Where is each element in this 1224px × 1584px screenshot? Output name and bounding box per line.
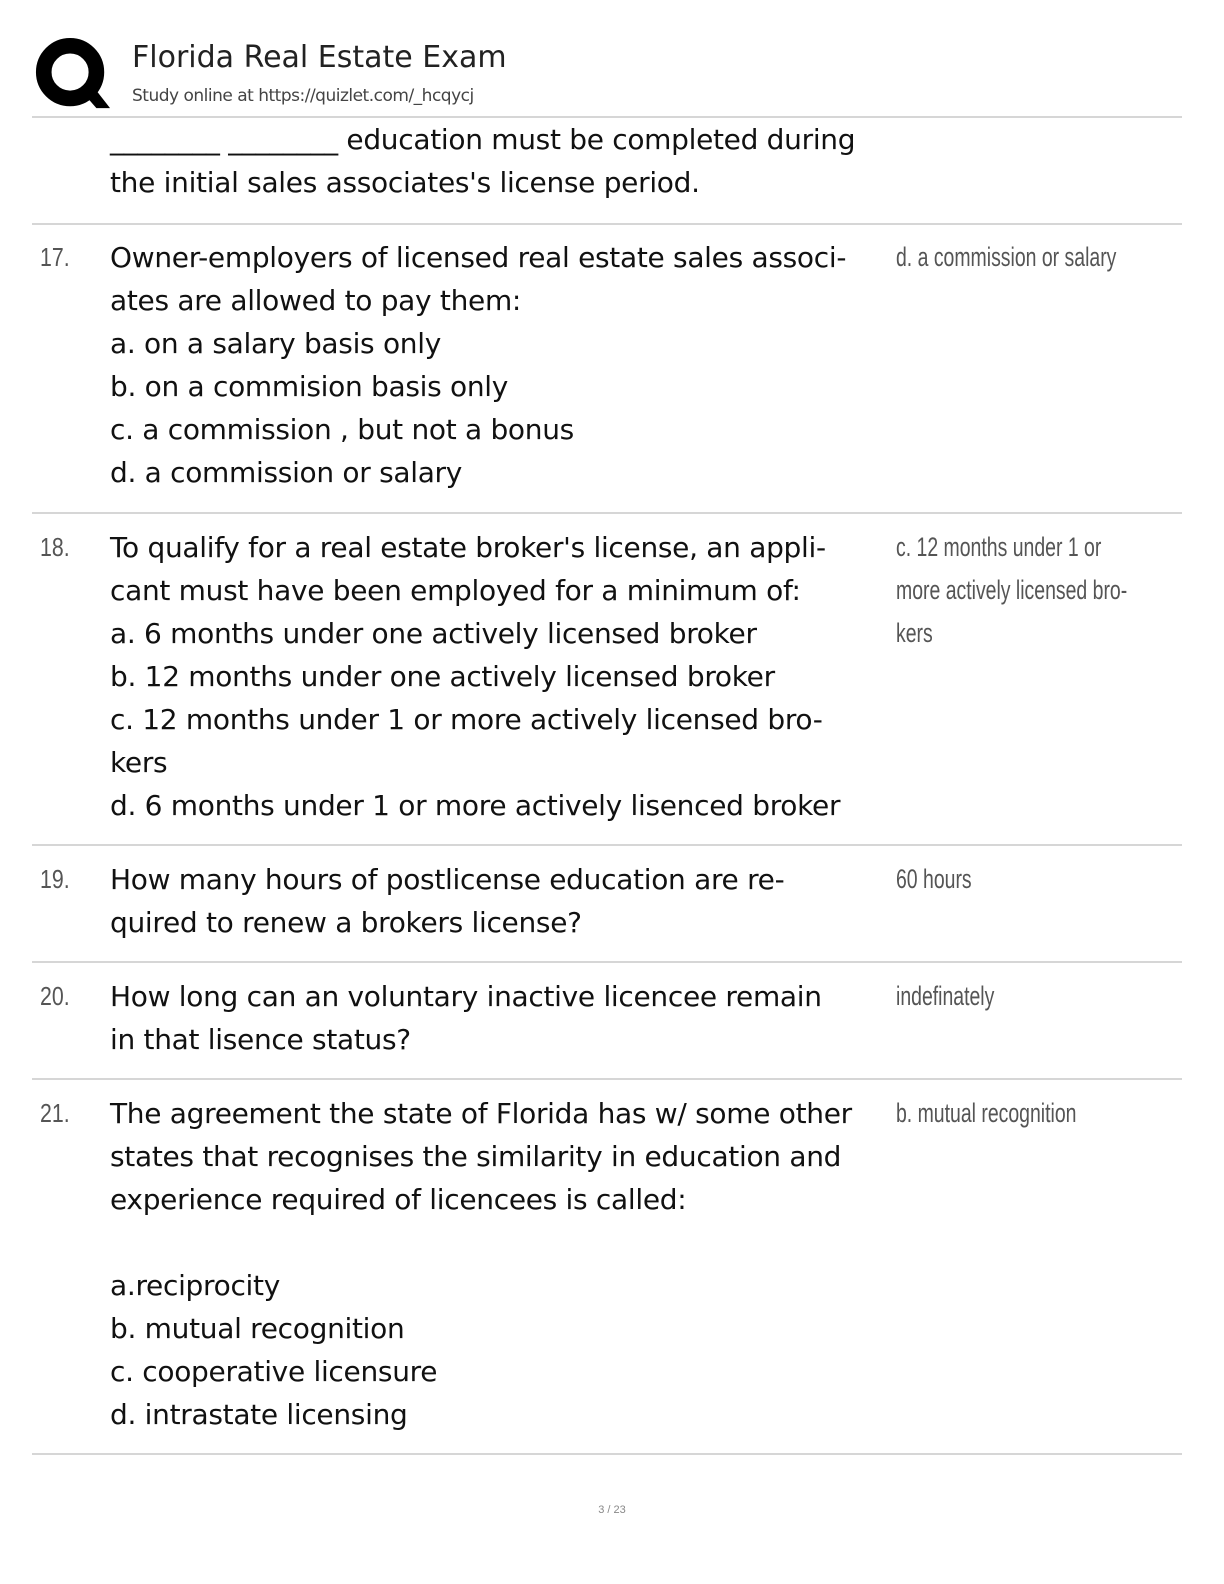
card-definition: indefinately <box>896 981 995 1011</box>
divider <box>32 961 1182 963</box>
divider <box>32 512 1182 514</box>
card-term: Owner-employers of licensed real estate sales associ- ates are allowed to pay them: a. on a salary basis only b. on a commision basis only c. a commission , but not a bonus d. a commission or salary <box>110 241 847 489</box>
card-term: How many hours of postlicense education are re- quired to renew a brokers license? <box>110 863 785 939</box>
quizlet-logo-icon <box>34 36 112 114</box>
card-number: 19. <box>40 864 70 894</box>
divider <box>32 1453 1182 1455</box>
card-term: ________ ________ education must be completed during the initial sales associates's license period. <box>110 123 856 199</box>
divider <box>32 1078 1182 1080</box>
card-number: 18. <box>40 532 70 562</box>
card-term: How long can an voluntary inactive licencee remain in that lisence status? <box>110 980 822 1056</box>
card-definition: c. 12 months under 1 or more actively licensed bro- kers <box>896 532 1128 648</box>
card-term: To qualify for a real estate broker's license, an appli- cant must have been employed for a minimum of: a. 6 months under one actively licensed broker b. 12 months under one actively licensed broker c. 12 months under 1 or more actively licensed bro- kers d. 6 months under 1 or more actively lisenced broker <box>110 531 841 822</box>
card-number: 21. <box>40 1098 70 1128</box>
divider <box>32 844 1182 846</box>
card-number: 17. <box>40 242 70 272</box>
card-term: The agreement the state of Florida has w/ some other states that recognises the similarity in education and experience required of licencees is called: a.reciprocity b. mutual recognition c. cooperative licensure d. intrastate licensing <box>110 1097 852 1431</box>
card-definition: b. mutual recognition <box>896 1098 1077 1128</box>
study-online-link-text: Study online at https://quizlet.com/_hcqycj <box>132 86 474 106</box>
card-definition: 60 hours <box>896 864 972 894</box>
card-definition: d. a commission or salary <box>896 242 1117 272</box>
page-number: 3 / 23 <box>598 1504 626 1516</box>
page-header <box>32 30 1182 118</box>
divider <box>32 223 1182 225</box>
document-title: Florida Real Estate Exam <box>132 40 507 75</box>
card-number: 20. <box>40 981 70 1011</box>
